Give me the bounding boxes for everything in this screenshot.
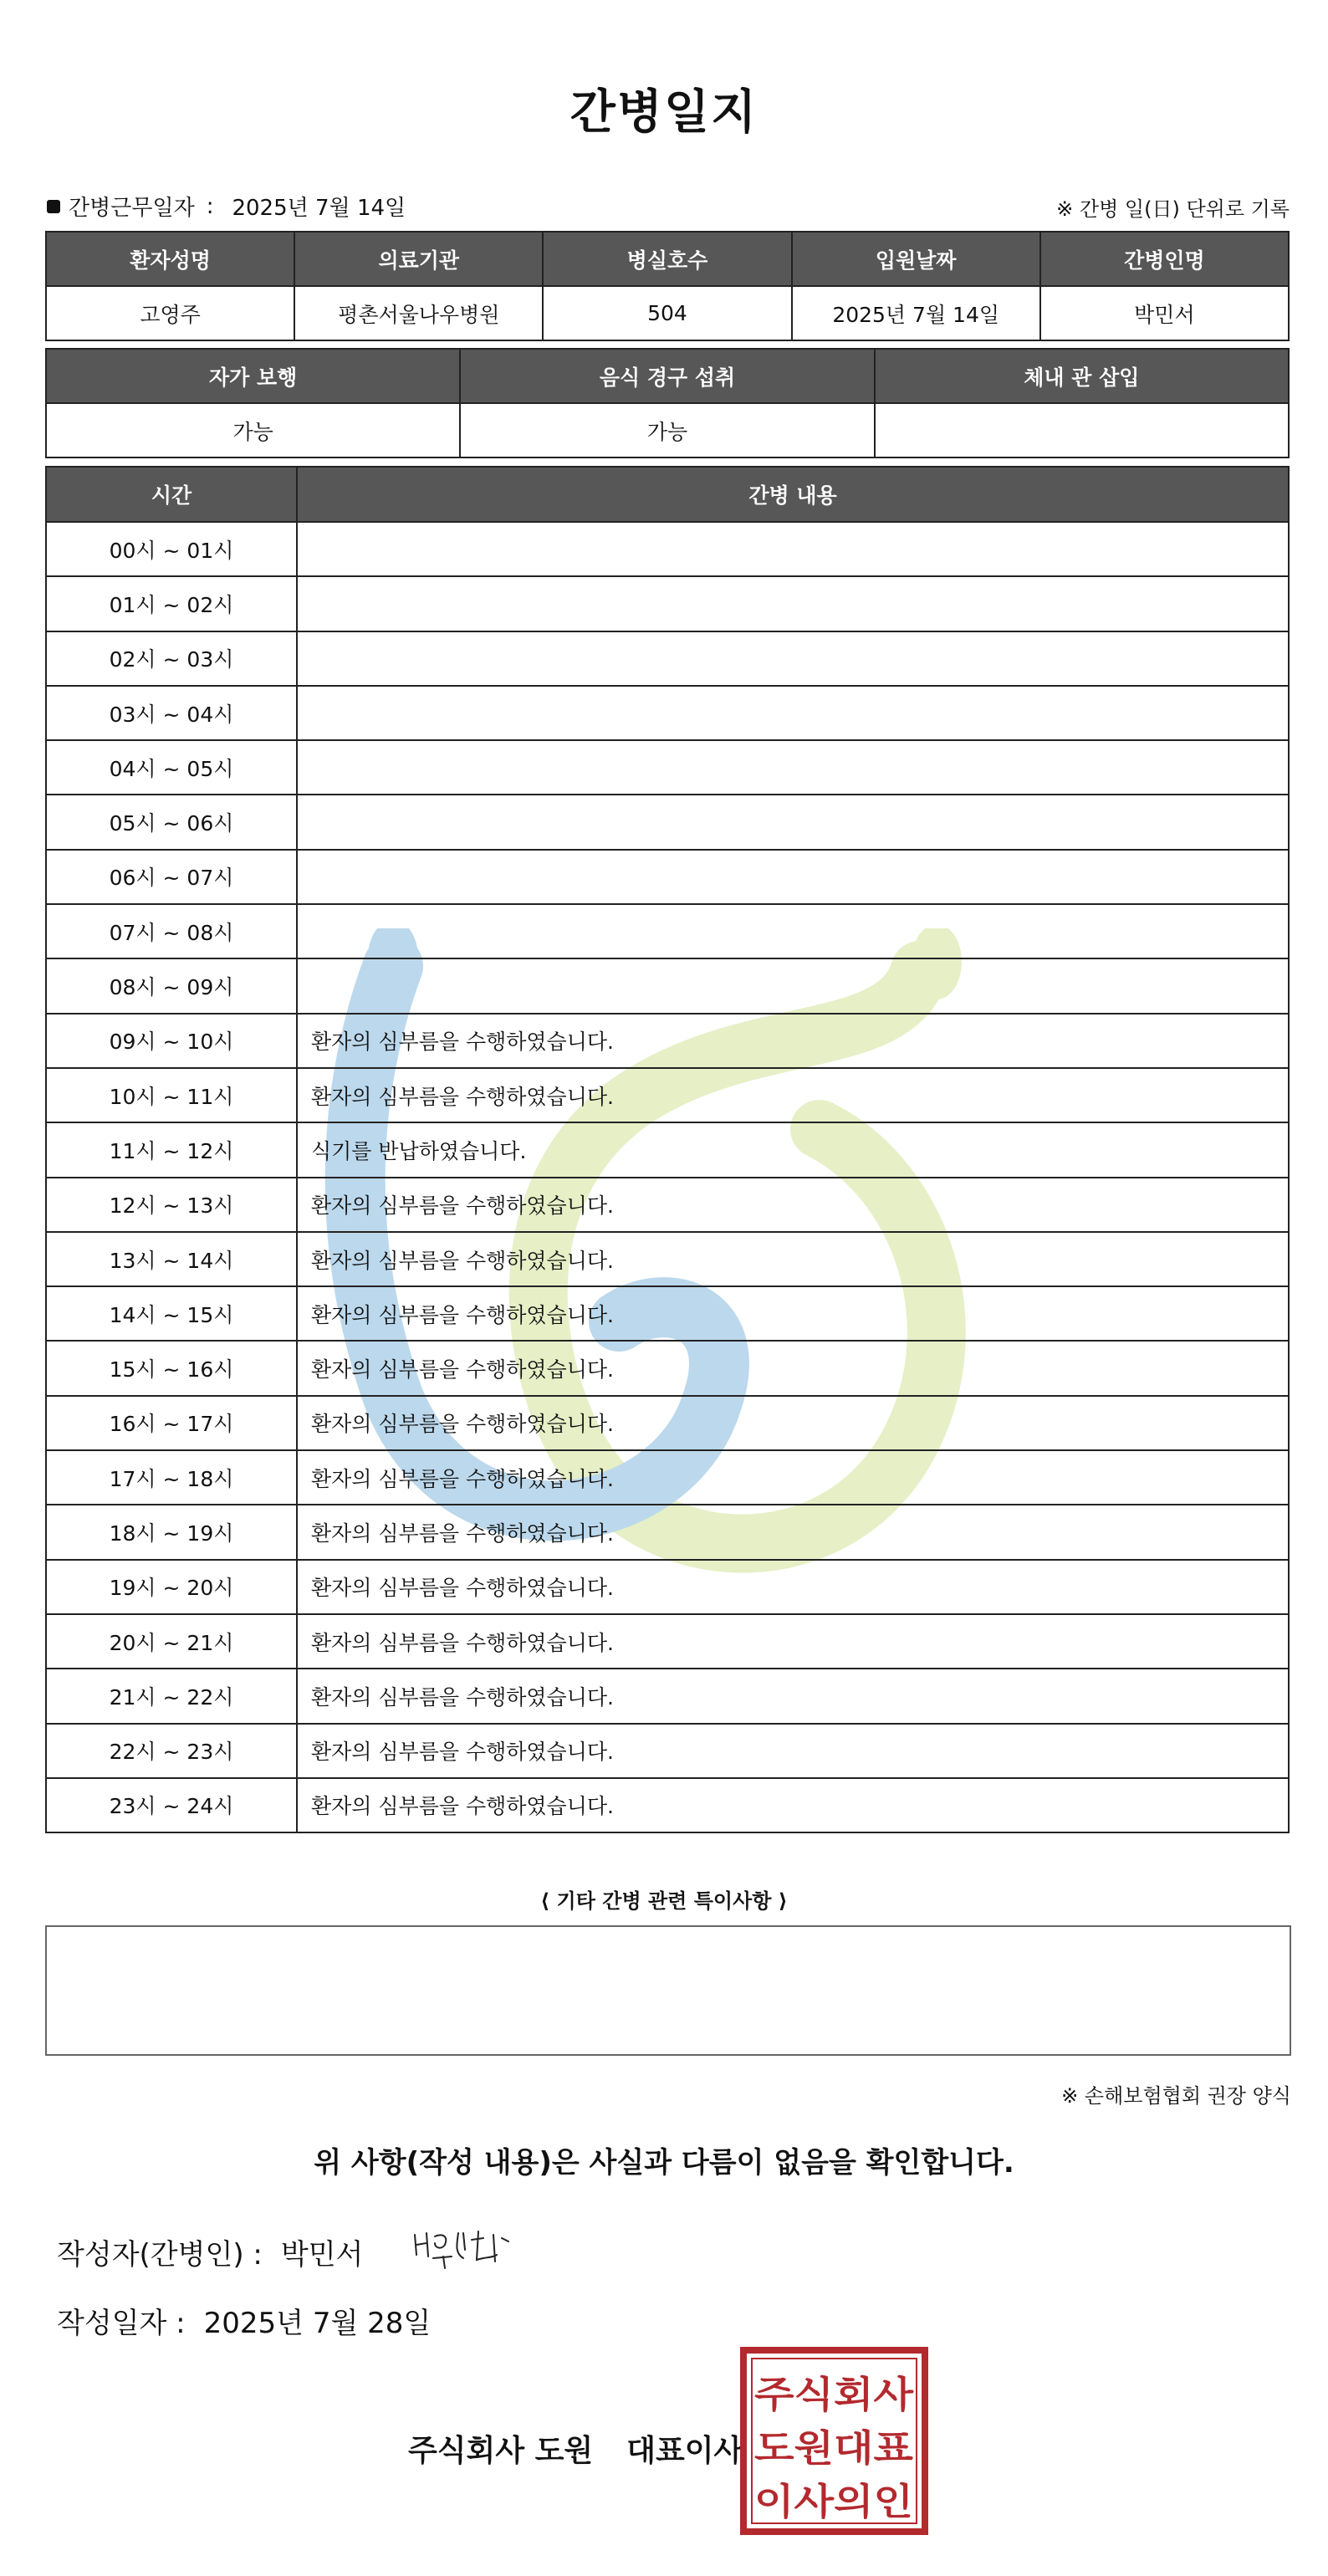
care-log-time: 13시 ~ 14시	[46, 1232, 297, 1286]
work-date-colon: :	[206, 193, 214, 219]
care-log-content	[297, 740, 1289, 795]
room-number: 504	[543, 286, 791, 340]
care-log-row	[46, 1341, 1289, 1395]
care-log-content	[297, 686, 1289, 740]
care-log-time: 21시 ~ 22시	[46, 1669, 297, 1723]
care-log-time: 03시 ~ 04시	[46, 686, 297, 740]
document-title: 간병일지	[570, 85, 758, 140]
care-log-content: 환자의 심부름을 수행하였습니다.	[297, 1014, 1289, 1068]
care-log-row	[46, 1178, 1289, 1232]
handwritten-signature	[410, 2225, 518, 2275]
care-log-time: 12시 ~ 13시	[46, 1178, 297, 1232]
patient-name: 고영주	[46, 286, 294, 340]
care-log-time: 22시 ~ 23시	[46, 1724, 297, 1778]
patient-ability-table	[45, 348, 1290, 458]
care-log-time: 15시 ~ 16시	[46, 1341, 297, 1395]
unit-note: ※ 간병 일(日) 단위로 기록	[1056, 197, 1290, 221]
care-log-content	[297, 958, 1289, 1013]
patient-info-header-row	[46, 232, 1289, 286]
oral-intake-value: 가능	[460, 403, 874, 457]
hospital-name: 평촌서울나우병원	[294, 286, 543, 340]
ability-header-row	[46, 349, 1289, 403]
seal-row-1: 주식회사	[754, 2374, 915, 2416]
company-line	[408, 2427, 743, 2470]
care-log-row	[46, 1778, 1289, 1832]
admission-date: 2025년 7월 14일	[792, 286, 1040, 340]
care-log-content	[297, 576, 1289, 631]
care-log-content: 환자의 심부름을 수행하였습니다.	[297, 1286, 1289, 1341]
care-log-row	[46, 1068, 1289, 1122]
tube-insertion-value	[875, 403, 1289, 457]
care-log-content: 식기를 반납하였습니다.	[297, 1122, 1289, 1177]
company-representative: 대표이사	[626, 2434, 743, 2468]
care-log-content: 환자의 심부름을 수행하였습니다.	[297, 1614, 1289, 1669]
written-date-line	[57, 2300, 431, 2341]
care-log-row	[46, 740, 1289, 795]
care-log-time: 18시 ~ 19시	[46, 1505, 297, 1559]
care-log-content: 환자의 심부름을 수행하였습니다.	[297, 1778, 1289, 1832]
header-caregiver-name: 간병인명	[1040, 232, 1289, 286]
care-log-time: 14시 ~ 15시	[46, 1286, 297, 1341]
confirmation-statement: 위 사항(작성 내용)은 사실과 다름이 없음을 확인합니다.	[314, 2146, 1014, 2180]
care-log-time: 08시 ~ 09시	[46, 958, 297, 1013]
self-walking-value: 가능	[46, 403, 460, 457]
care-log-content: 환자의 심부름을 수행하였습니다.	[297, 1505, 1289, 1559]
seal-row-3: 이사의인	[754, 2481, 913, 2523]
care-log-content	[297, 850, 1289, 904]
care-log-content: 환자의 심부름을 수행하였습니다.	[297, 1178, 1289, 1232]
header-time: 시간	[46, 467, 297, 522]
care-log-time: 02시 ~ 03시	[46, 631, 297, 686]
seal-row-2: 도원대표	[754, 2427, 914, 2470]
care-log-time: 05시 ~ 06시	[46, 795, 297, 849]
care-log-row	[46, 1286, 1289, 1341]
company-seal	[740, 2347, 928, 2535]
care-log-content	[297, 904, 1289, 958]
care-log-row	[46, 1505, 1289, 1559]
care-log-row	[46, 1450, 1289, 1505]
care-log-time: 11시 ~ 12시	[46, 1122, 297, 1177]
care-log-content: 환자의 심부름을 수행하였습니다.	[297, 1560, 1289, 1614]
header-patient-name: 환자성명	[46, 232, 294, 286]
care-log-row	[46, 1122, 1289, 1177]
care-log-row	[46, 850, 1289, 904]
header-hospital: 의료기관	[294, 232, 543, 286]
header-room: 병실호수	[543, 232, 791, 286]
work-date-value: 2025년 7월 14일	[232, 196, 406, 221]
care-log-time: 23시 ~ 24시	[46, 1778, 297, 1832]
caregiver-name: 박민서	[1040, 286, 1289, 340]
care-log-row	[46, 904, 1289, 958]
care-log-time: 20시 ~ 21시	[46, 1614, 297, 1669]
care-log-body	[46, 522, 1289, 1832]
care-log-row	[46, 1614, 1289, 1669]
header-tube-insertion: 체내 관 삽입	[875, 349, 1289, 403]
care-log-row	[46, 1724, 1289, 1778]
care-log-row	[46, 1232, 1289, 1286]
care-log-content: 환자의 심부름을 수행하였습니다.	[297, 1232, 1289, 1286]
patient-info-value-row	[46, 286, 1289, 340]
care-log-time: 19시 ~ 20시	[46, 1560, 297, 1614]
care-log-row	[46, 686, 1289, 740]
author-name: 박민서	[280, 2238, 364, 2272]
care-log-time: 07시 ~ 08시	[46, 904, 297, 958]
care-log-row	[46, 631, 1289, 686]
care-log-time: 10시 ~ 11시	[46, 1068, 297, 1122]
written-date-label: 작성일자 :	[57, 2307, 186, 2340]
care-log-content	[297, 795, 1289, 849]
care-log-row	[46, 1669, 1289, 1723]
form-note: ※ 손해보험협회 권장 양식	[1061, 2084, 1291, 2108]
care-log-content: 환자의 심부름을 수행하였습니다.	[297, 1396, 1289, 1450]
care-log-content: 환자의 심부름을 수행하였습니다.	[297, 1341, 1289, 1395]
header-admission-date: 입원날짜	[792, 232, 1040, 286]
company-name: 주식회사 도원	[408, 2434, 594, 2468]
care-log-time: 17시 ~ 18시	[46, 1450, 297, 1505]
care-log-row	[46, 1560, 1289, 1614]
header-oral-intake: 음식 경구 섭취	[460, 349, 874, 403]
care-log-row	[46, 1396, 1289, 1450]
care-log-content	[297, 631, 1289, 686]
written-date-value: 2025년 7월 28일	[203, 2307, 432, 2340]
care-log-content: 환자의 심부름을 수행하였습니다.	[297, 1669, 1289, 1723]
care-log-header-row	[46, 467, 1289, 522]
bullet-square-icon	[47, 200, 60, 213]
care-log-row	[46, 576, 1289, 631]
care-log-row	[46, 1014, 1289, 1068]
work-date	[47, 191, 406, 222]
remarks-title: ⟨ 기타 간병 관련 특이사항 ⟩	[540, 1889, 788, 1913]
care-log-content: 환자의 심부름을 수행하였습니다.	[297, 1068, 1289, 1122]
care-log-time: 00시 ~ 01시	[46, 522, 297, 576]
care-log-row	[46, 522, 1289, 576]
care-log-content	[297, 522, 1289, 576]
author-label: 작성자(간병인) :	[57, 2238, 263, 2272]
care-log-time: 04시 ~ 05시	[46, 740, 297, 795]
ability-value-row	[46, 403, 1289, 457]
care-log-row	[46, 795, 1289, 849]
care-log-time: 16시 ~ 17시	[46, 1396, 297, 1450]
author-line	[57, 2231, 363, 2272]
header-self-walking: 자가 보행	[46, 349, 460, 403]
care-log-time: 09시 ~ 10시	[46, 1014, 297, 1068]
patient-info-table	[45, 231, 1290, 341]
care-log-time: 06시 ~ 07시	[46, 850, 297, 904]
care-log-content: 환자의 심부름을 수행하였습니다.	[297, 1724, 1289, 1778]
work-date-label: 간병근무일자	[69, 196, 195, 221]
header-care-content: 간병 내용	[297, 467, 1289, 522]
care-log-table	[45, 466, 1290, 1833]
care-log-row	[46, 958, 1289, 1013]
remarks-box	[45, 1925, 1291, 2056]
care-log-time: 01시 ~ 02시	[46, 576, 297, 631]
care-log-content: 환자의 심부름을 수행하였습니다.	[297, 1450, 1289, 1505]
